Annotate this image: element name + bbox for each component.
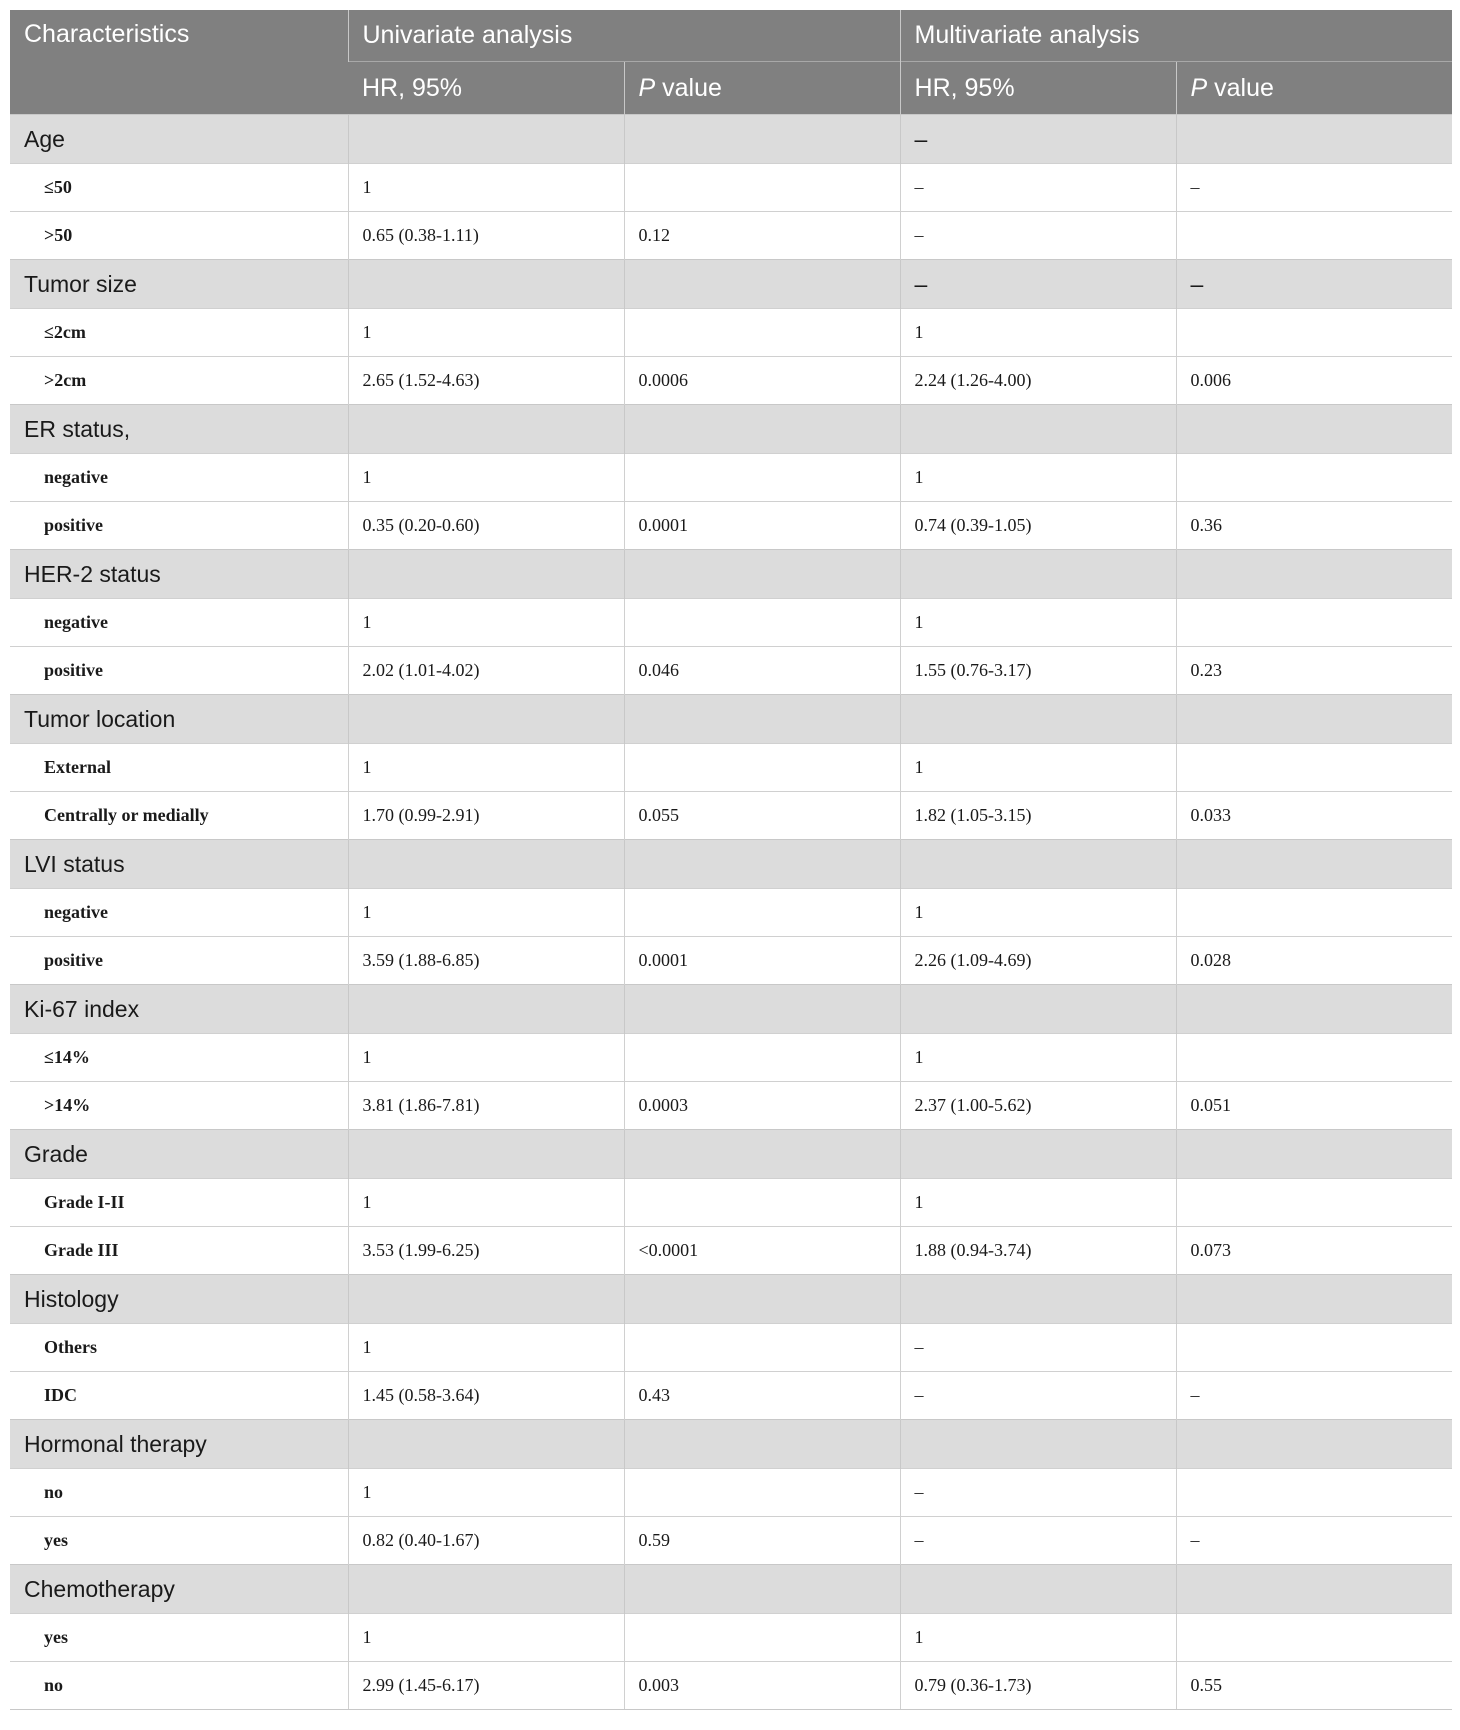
- group-cell-uni-p: [624, 840, 900, 889]
- cell-multi-p: [1176, 454, 1452, 502]
- header-characteristics: Characteristics: [10, 10, 348, 115]
- group-row: [10, 985, 1452, 1034]
- cell-uni-hr: 0.65 (0.38-1.11): [348, 212, 624, 260]
- cell-uni-hr: 1: [348, 744, 624, 792]
- group-label: Tumor location: [10, 695, 348, 744]
- regression-table: [10, 10, 1452, 1710]
- group-row: [10, 550, 1452, 599]
- table-row: [10, 889, 1452, 937]
- cell-multi-hr: 1.55 (0.76-3.17): [900, 647, 1176, 695]
- cell-uni-hr: 1.45 (0.58-3.64): [348, 1372, 624, 1420]
- table-row: [10, 1662, 1452, 1710]
- cell-multi-p: 0.55: [1176, 1662, 1452, 1710]
- cell-multi-p: [1176, 599, 1452, 647]
- table-row: [10, 744, 1452, 792]
- table-row: [10, 502, 1452, 550]
- cell-uni-p: [624, 454, 900, 502]
- group-cell-uni-hr: [348, 260, 624, 309]
- cell-multi-hr: 0.74 (0.39-1.05): [900, 502, 1176, 550]
- group-label: Age: [10, 115, 348, 164]
- table-row: [10, 599, 1452, 647]
- group-cell-multi-p: –: [1176, 260, 1452, 309]
- cell-uni-hr: 0.35 (0.20-0.60): [348, 502, 624, 550]
- group-cell-multi-p: [1176, 1420, 1452, 1469]
- p-rest: value: [1207, 73, 1274, 102]
- group-row: [10, 115, 1452, 164]
- cell-multi-hr: 2.24 (1.26-4.00): [900, 357, 1176, 405]
- table-row: [10, 1324, 1452, 1372]
- cell-uni-hr: 1: [348, 1469, 624, 1517]
- table-row: [10, 454, 1452, 502]
- cell-uni-p: [624, 744, 900, 792]
- group-cell-multi-hr: [900, 1420, 1176, 1469]
- group-cell-multi-hr: [900, 695, 1176, 744]
- cell-multi-hr: –: [900, 1469, 1176, 1517]
- cell-multi-p: [1176, 1179, 1452, 1227]
- group-cell-uni-hr: [348, 1565, 624, 1614]
- group-cell-multi-p: [1176, 115, 1452, 164]
- header-uni-hr: HR, 95%: [348, 62, 624, 115]
- row-label: no: [10, 1662, 348, 1710]
- group-row: [10, 260, 1452, 309]
- group-cell-multi-p: [1176, 405, 1452, 454]
- cell-multi-p: 0.051: [1176, 1082, 1452, 1130]
- group-cell-uni-p: [624, 695, 900, 744]
- group-cell-uni-hr: [348, 1130, 624, 1179]
- cell-uni-hr: 1: [348, 1179, 624, 1227]
- cell-multi-hr: –: [900, 1517, 1176, 1565]
- group-row: [10, 695, 1452, 744]
- header-row-top: [10, 10, 1452, 62]
- cell-uni-p: [624, 1179, 900, 1227]
- group-row: [10, 1420, 1452, 1469]
- row-label: positive: [10, 502, 348, 550]
- cell-uni-hr: 1.70 (0.99-2.91): [348, 792, 624, 840]
- group-cell-uni-hr: [348, 405, 624, 454]
- group-cell-uni-p: [624, 985, 900, 1034]
- cell-uni-p: 0.0001: [624, 937, 900, 985]
- cell-multi-hr: –: [900, 164, 1176, 212]
- cell-multi-hr: 1.88 (0.94-3.74): [900, 1227, 1176, 1275]
- cell-multi-p: 0.23: [1176, 647, 1452, 695]
- cell-uni-p: [624, 1614, 900, 1662]
- table-row: [10, 1517, 1452, 1565]
- row-label: External: [10, 744, 348, 792]
- group-cell-uni-p: [624, 405, 900, 454]
- cell-uni-hr: 3.81 (1.86-7.81): [348, 1082, 624, 1130]
- cell-uni-hr: 3.59 (1.88-6.85): [348, 937, 624, 985]
- row-label: yes: [10, 1517, 348, 1565]
- row-label: negative: [10, 889, 348, 937]
- cell-multi-p: [1176, 744, 1452, 792]
- cell-multi-hr: 0.79 (0.36-1.73): [900, 1662, 1176, 1710]
- cell-uni-p: 0.59: [624, 1517, 900, 1565]
- group-cell-multi-hr: –: [900, 260, 1176, 309]
- group-cell-uni-hr: [348, 115, 624, 164]
- group-row: [10, 840, 1452, 889]
- table-row: [10, 647, 1452, 695]
- p-italic: P: [638, 73, 656, 102]
- cell-multi-p: [1176, 1469, 1452, 1517]
- cell-multi-hr: 1: [900, 744, 1176, 792]
- row-label: IDC: [10, 1372, 348, 1420]
- cell-uni-hr: 0.82 (0.40-1.67): [348, 1517, 624, 1565]
- group-cell-multi-hr: [900, 985, 1176, 1034]
- cell-uni-p: <0.0001: [624, 1227, 900, 1275]
- cell-multi-p: 0.028: [1176, 937, 1452, 985]
- cell-multi-hr: 1: [900, 1179, 1176, 1227]
- cell-multi-hr: 1: [900, 454, 1176, 502]
- cell-multi-p: [1176, 889, 1452, 937]
- table-header: [10, 10, 1452, 115]
- group-cell-uni-p: [624, 260, 900, 309]
- group-label: ER status,: [10, 405, 348, 454]
- cell-uni-hr: 1: [348, 889, 624, 937]
- table-row: [10, 1469, 1452, 1517]
- row-label: negative: [10, 454, 348, 502]
- cell-uni-hr: 2.65 (1.52-4.63): [348, 357, 624, 405]
- group-cell-multi-hr: [900, 1275, 1176, 1324]
- cell-multi-hr: 2.37 (1.00-5.62): [900, 1082, 1176, 1130]
- group-cell-multi-hr: [900, 1130, 1176, 1179]
- cell-multi-hr: 2.26 (1.09-4.69): [900, 937, 1176, 985]
- group-cell-uni-hr: [348, 840, 624, 889]
- row-label: Others: [10, 1324, 348, 1372]
- cell-multi-p: 0.36: [1176, 502, 1452, 550]
- table-body: [10, 115, 1452, 1710]
- group-cell-multi-p: [1176, 550, 1452, 599]
- cell-multi-p: [1176, 212, 1452, 260]
- group-cell-multi-p: [1176, 840, 1452, 889]
- cell-uni-hr: 1: [348, 454, 624, 502]
- table-row: [10, 164, 1452, 212]
- cell-uni-p: 0.003: [624, 1662, 900, 1710]
- row-label: negative: [10, 599, 348, 647]
- group-cell-uni-hr: [348, 695, 624, 744]
- group-cell-multi-hr: –: [900, 115, 1176, 164]
- table-row: [10, 357, 1452, 405]
- p-italic: P: [1190, 73, 1208, 102]
- cell-multi-hr: 1: [900, 1034, 1176, 1082]
- group-label: Chemotherapy: [10, 1565, 348, 1614]
- row-label: yes: [10, 1614, 348, 1662]
- cell-uni-p: 0.0003: [624, 1082, 900, 1130]
- cell-uni-p: 0.055: [624, 792, 900, 840]
- group-cell-multi-hr: [900, 840, 1176, 889]
- cell-multi-hr: –: [900, 212, 1176, 260]
- cell-uni-p: 0.0006: [624, 357, 900, 405]
- table-row: [10, 1082, 1452, 1130]
- table-row: [10, 1372, 1452, 1420]
- group-label: HER-2 status: [10, 550, 348, 599]
- group-row: [10, 1275, 1452, 1324]
- row-label: Centrally or medially: [10, 792, 348, 840]
- group-cell-uni-p: [624, 1130, 900, 1179]
- row-label: no: [10, 1469, 348, 1517]
- table-row: [10, 937, 1452, 985]
- header-univariate: Univariate analysis: [348, 10, 900, 62]
- group-cell-uni-hr: [348, 550, 624, 599]
- group-label: Histology: [10, 1275, 348, 1324]
- table-row: [10, 1179, 1452, 1227]
- cell-uni-hr: 2.02 (1.01-4.02): [348, 647, 624, 695]
- row-label: >14%: [10, 1082, 348, 1130]
- cell-uni-hr: 1: [348, 1034, 624, 1082]
- cell-uni-hr: 1: [348, 599, 624, 647]
- table-row: [10, 212, 1452, 260]
- group-cell-uni-hr: [348, 1420, 624, 1469]
- group-cell-multi-p: [1176, 1565, 1452, 1614]
- cell-uni-p: 0.12: [624, 212, 900, 260]
- cell-multi-p: [1176, 1324, 1452, 1372]
- cell-multi-p: 0.033: [1176, 792, 1452, 840]
- cell-multi-hr: –: [900, 1324, 1176, 1372]
- cell-multi-hr: 1: [900, 889, 1176, 937]
- cell-uni-p: [624, 1324, 900, 1372]
- cell-multi-hr: 1: [900, 1614, 1176, 1662]
- cell-multi-p: 0.006: [1176, 357, 1452, 405]
- p-rest: value: [655, 73, 722, 102]
- cell-uni-p: 0.0001: [624, 502, 900, 550]
- cell-uni-p: [624, 599, 900, 647]
- cell-uni-hr: 3.53 (1.99-6.25): [348, 1227, 624, 1275]
- row-label: positive: [10, 647, 348, 695]
- cell-uni-p: 0.43: [624, 1372, 900, 1420]
- row-label: ≤50: [10, 164, 348, 212]
- group-cell-uni-p: [624, 550, 900, 599]
- group-cell-multi-hr: [900, 1565, 1176, 1614]
- cell-multi-hr: 1: [900, 309, 1176, 357]
- header-multivariate: Multivariate analysis: [900, 10, 1452, 62]
- table-row: [10, 1614, 1452, 1662]
- cell-uni-hr: 1: [348, 1614, 624, 1662]
- cell-uni-p: [624, 309, 900, 357]
- group-row: [10, 405, 1452, 454]
- group-label: Hormonal therapy: [10, 1420, 348, 1469]
- group-cell-uni-p: [624, 1565, 900, 1614]
- table-container: [10, 10, 1452, 1710]
- group-label: Tumor size: [10, 260, 348, 309]
- row-label: positive: [10, 937, 348, 985]
- cell-multi-p: [1176, 309, 1452, 357]
- group-row: [10, 1130, 1452, 1179]
- group-label: Grade: [10, 1130, 348, 1179]
- cell-uni-p: 0.046: [624, 647, 900, 695]
- row-label: ≤2cm: [10, 309, 348, 357]
- cell-multi-hr: –: [900, 1372, 1176, 1420]
- cell-uni-p: [624, 1034, 900, 1082]
- cell-uni-hr: 1: [348, 164, 624, 212]
- table-row: [10, 1227, 1452, 1275]
- group-cell-multi-p: [1176, 695, 1452, 744]
- group-cell-multi-hr: [900, 550, 1176, 599]
- row-label: Grade III: [10, 1227, 348, 1275]
- group-cell-multi-p: [1176, 1275, 1452, 1324]
- cell-uni-hr: 1: [348, 309, 624, 357]
- row-label: Grade I-II: [10, 1179, 348, 1227]
- cell-multi-p: –: [1176, 1372, 1452, 1420]
- group-cell-multi-hr: [900, 405, 1176, 454]
- cell-uni-p: [624, 1469, 900, 1517]
- table-row: [10, 309, 1452, 357]
- cell-multi-hr: 1.82 (1.05-3.15): [900, 792, 1176, 840]
- cell-multi-p: 0.073: [1176, 1227, 1452, 1275]
- row-label: >50: [10, 212, 348, 260]
- table-row: [10, 1034, 1452, 1082]
- header-multi-hr: HR, 95%: [900, 62, 1176, 115]
- cell-multi-p: –: [1176, 1517, 1452, 1565]
- cell-uni-p: [624, 889, 900, 937]
- group-cell-multi-p: [1176, 985, 1452, 1034]
- group-cell-uni-p: [624, 1275, 900, 1324]
- cell-uni-hr: 1: [348, 1324, 624, 1372]
- header-uni-p: [624, 62, 900, 115]
- cell-uni-hr: 2.99 (1.45-6.17): [348, 1662, 624, 1710]
- group-cell-uni-hr: [348, 1275, 624, 1324]
- header-multi-p: [1176, 62, 1452, 115]
- cell-multi-p: –: [1176, 164, 1452, 212]
- row-label: >2cm: [10, 357, 348, 405]
- group-label: Ki-67 index: [10, 985, 348, 1034]
- row-label: ≤14%: [10, 1034, 348, 1082]
- cell-uni-p: [624, 164, 900, 212]
- group-label: LVI status: [10, 840, 348, 889]
- table-row: [10, 792, 1452, 840]
- group-row: [10, 1565, 1452, 1614]
- cell-multi-hr: 1: [900, 599, 1176, 647]
- group-cell-multi-p: [1176, 1130, 1452, 1179]
- group-cell-uni-p: [624, 1420, 900, 1469]
- group-cell-uni-hr: [348, 985, 624, 1034]
- group-cell-uni-p: [624, 115, 900, 164]
- cell-multi-p: [1176, 1034, 1452, 1082]
- cell-multi-p: [1176, 1614, 1452, 1662]
